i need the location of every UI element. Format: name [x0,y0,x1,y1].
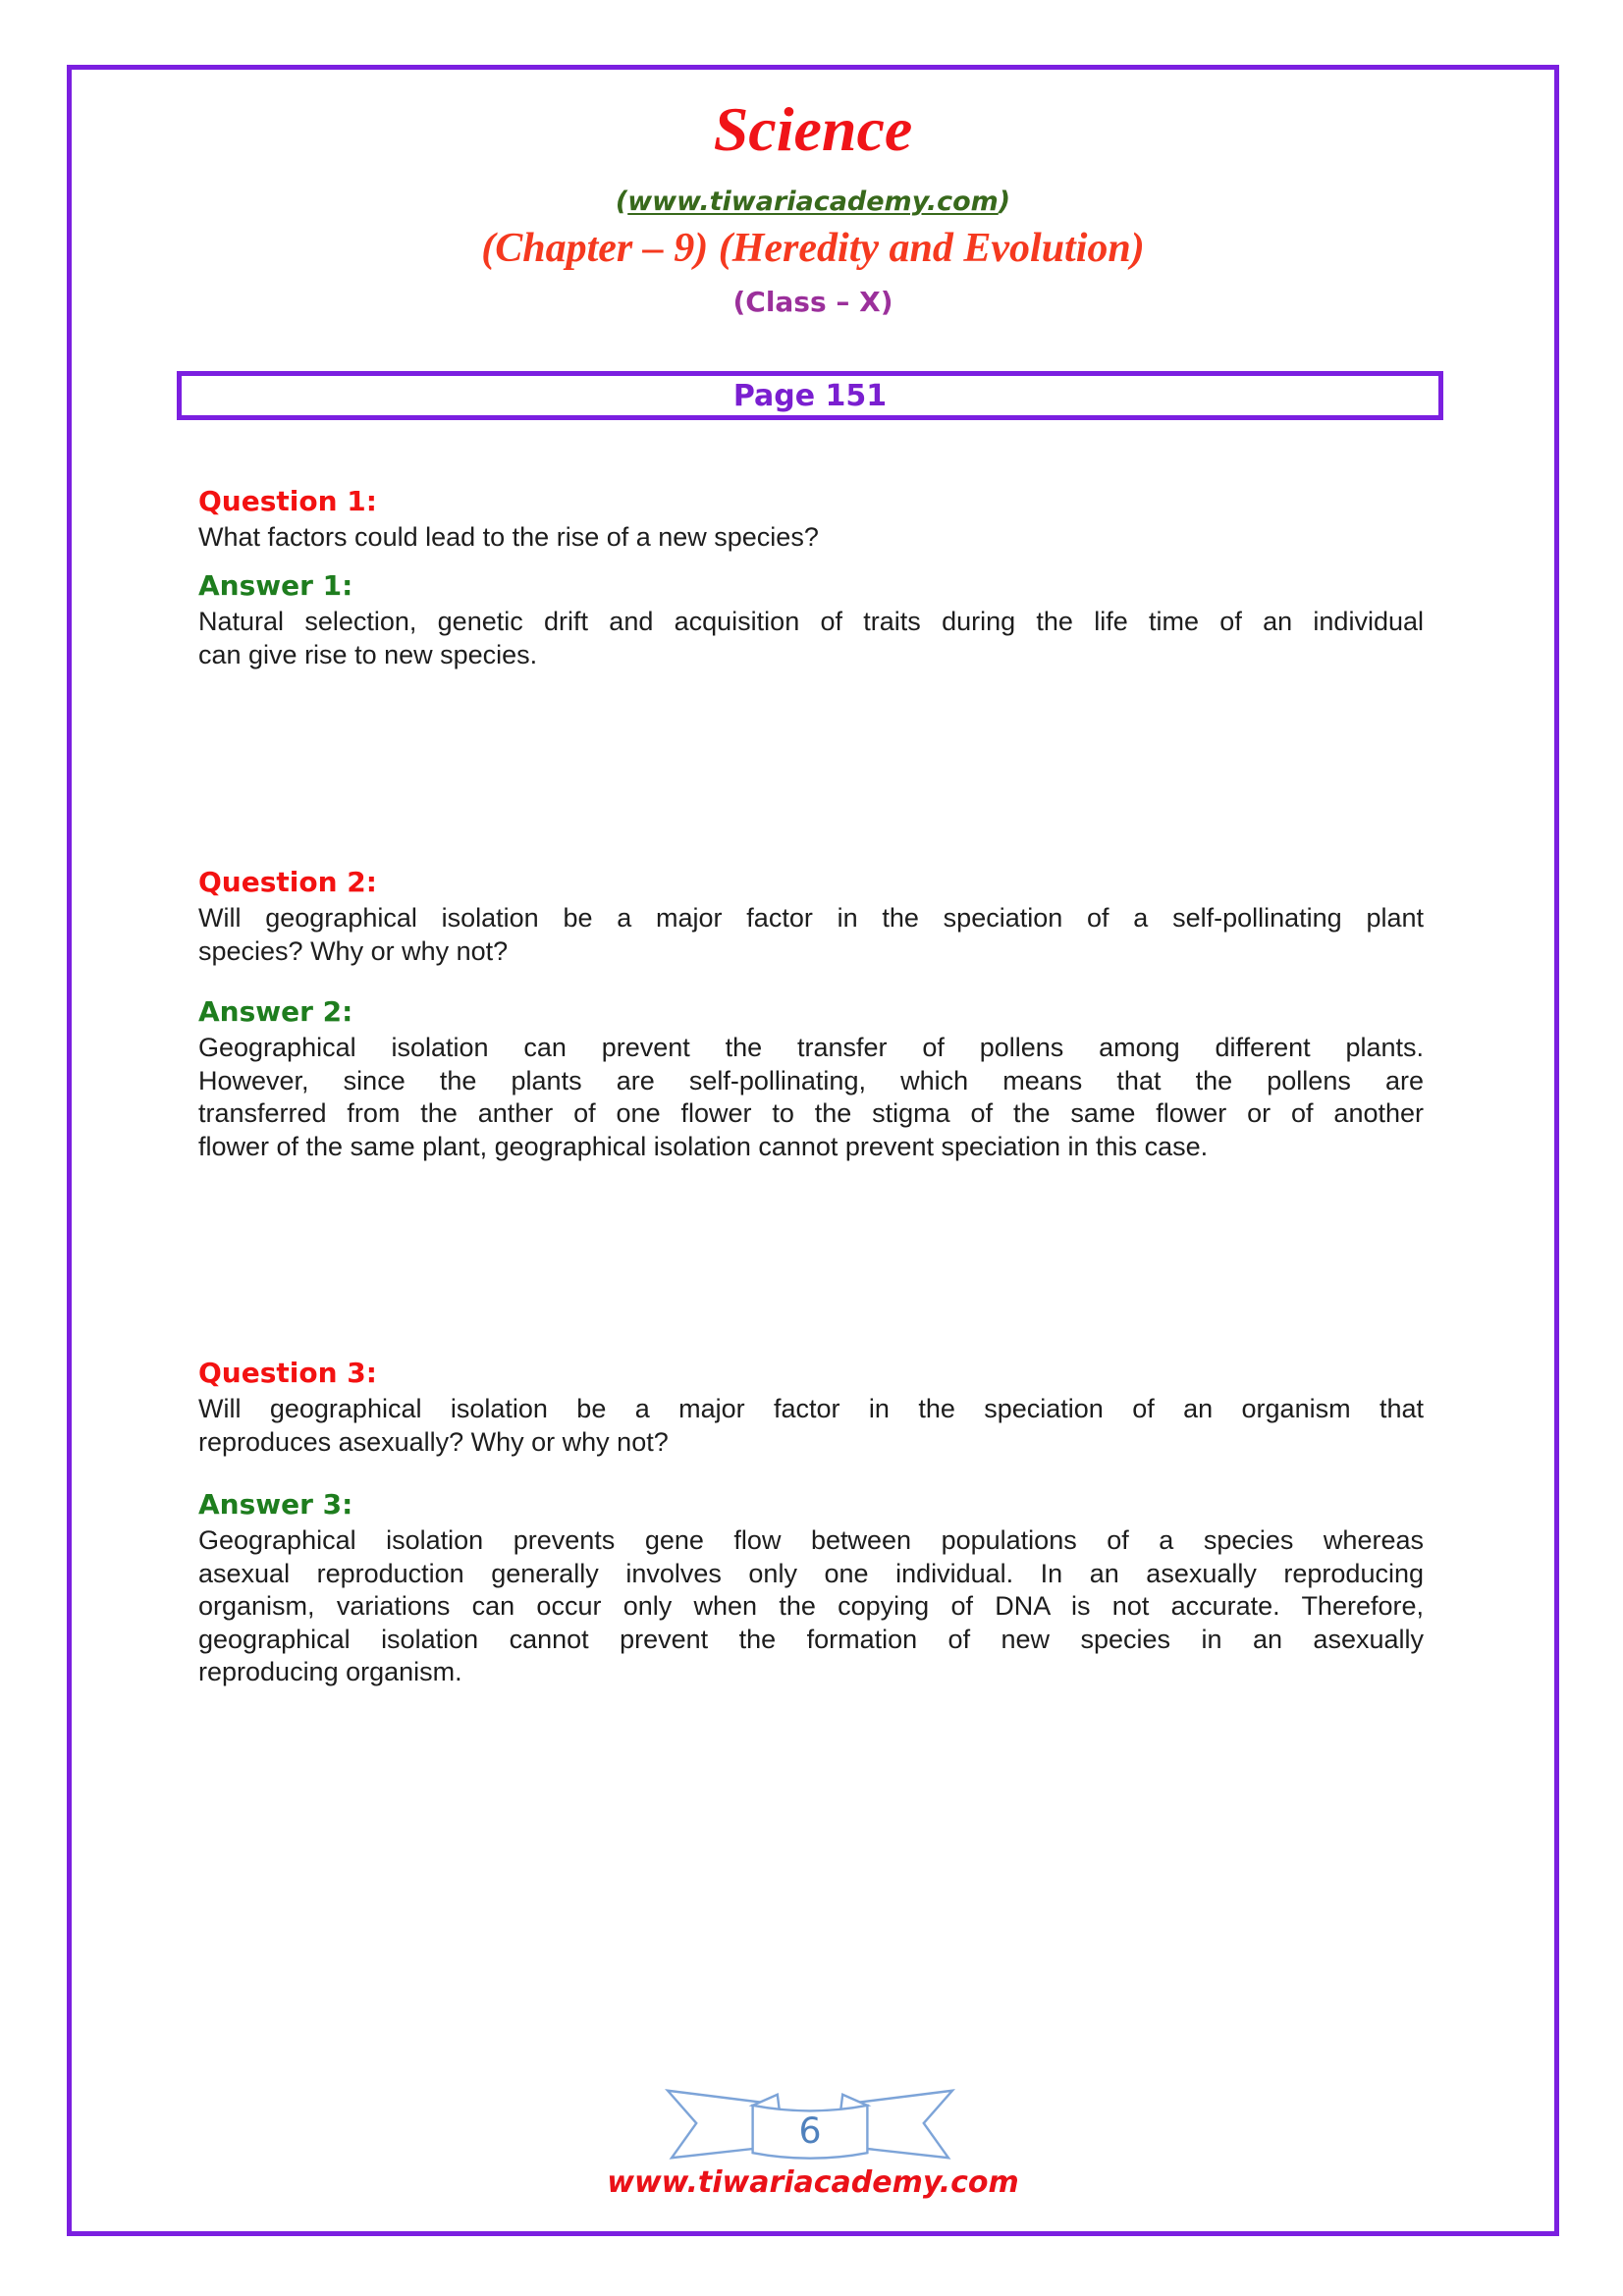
question-1-text: What factors could lead to the rise of a new species? [198,522,819,552]
class-subtitle: (Class – X) [732,286,893,318]
answer-2-text: Geographical isolation can prevent the transfer of pollens among different plants. However, since the plants are self-pollinating, which means that the pollens are transferred from the anther of one flower to the stigma of the same flower or of another flower of the same plant, geographical isolation cannot prevent speciation in this case. [198,1033,1424,1161]
site-close-paren: ) [998,187,1011,217]
answer-1-text: Natural selection, genetic drift and acquisition of traits during the life time of an individual can give rise to new species. [198,607,1424,669]
question-2-label: Question 2: [198,866,377,898]
answer-2-label: Answer 2: [198,995,353,1028]
doc-title: Science [713,94,913,164]
footer-site-link[interactable]: www.tiwariacademy.com [607,2165,1019,2200]
header-site-line [67,187,1559,218]
page-banner-box [177,371,1443,420]
answer-2-block [198,995,1424,1163]
answer-3-text: Geographical isolation prevents gene flow between populations of a species whereas asexual reproduction generally involves only one individual. In an asexually reproducing organism, variations can occur only when the copying of DNA is not accurate. Therefore, geographical isolation cannot prevent the formation of new species in an asexually reproducing organism. [198,1525,1424,1686]
question-1-label: Question 1: [198,485,377,517]
question-3-text: Will geographical isolation be a major factor in the speciation of an organism that reproduces asexually? Why or why not? [198,1394,1424,1457]
question-3-label: Question 3: [198,1357,377,1389]
site-open-paren: ( [615,187,628,217]
header-site-link[interactable]: www.tiwariacademy.com [627,187,999,217]
answer-3-block [198,1488,1424,1689]
chapter-subtitle: (Chapter – 9) (Heredity and Evolution) [481,226,1145,271]
answer-1-label: Answer 1: [198,569,353,602]
page-number: 6 [798,2109,822,2153]
answer-1-block [198,569,1424,671]
question-2-text: Will geographical isolation be a major factor in the speciation of a self-pollinating plant species? Why or why not? [198,903,1424,966]
question-1-block [198,485,1424,555]
question-3-block [198,1357,1424,1459]
answer-3-label: Answer 3: [198,1488,353,1521]
question-2-block [198,866,1424,968]
page-banner-label: Page 151 [732,379,888,413]
page-number-ribbon-icon [662,2083,958,2169]
